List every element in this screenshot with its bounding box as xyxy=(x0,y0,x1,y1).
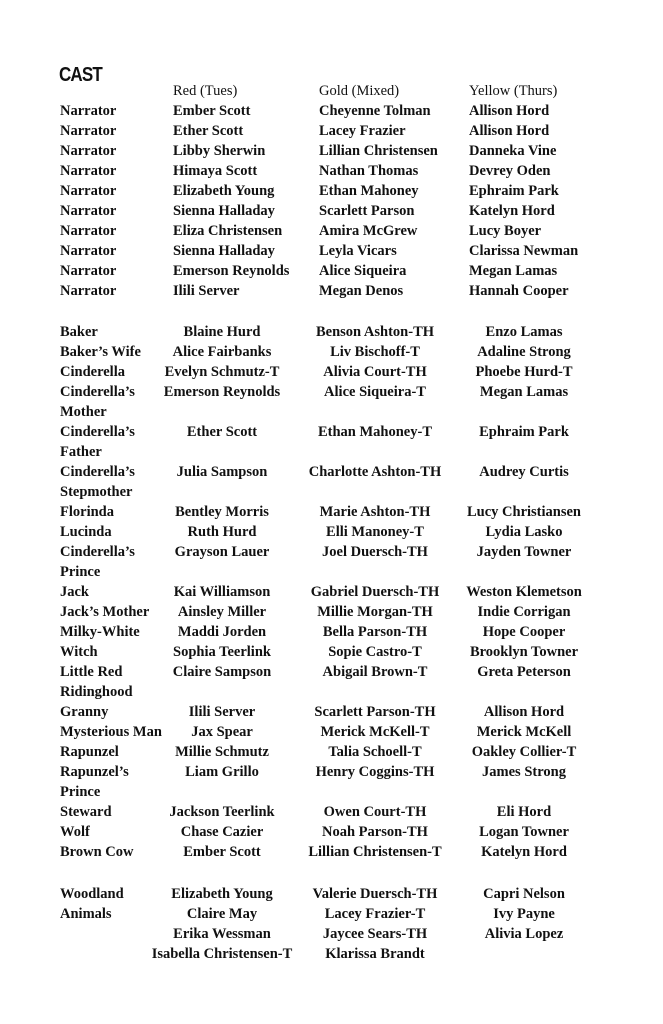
cast-row xyxy=(0,622,663,642)
yellow-cast: Indie Corrigan xyxy=(477,604,571,620)
role-name: Rapunzel xyxy=(60,744,119,760)
gold-cast: Benson Ashton-TH xyxy=(315,324,435,340)
role-name: Cinderella xyxy=(60,364,125,380)
cast-row xyxy=(0,281,663,301)
role-name: Narrator xyxy=(60,123,117,139)
role-name: Cinderella’s xyxy=(60,464,135,480)
cast-row xyxy=(0,522,663,542)
gold-cast: Alice Siqueira xyxy=(319,263,407,279)
yellow-cast: Clarissa Newman xyxy=(469,243,579,259)
cast-row xyxy=(0,342,663,362)
gold-cast: Lillian Christensen-T xyxy=(308,844,442,860)
red-cast: Ainsley Miller xyxy=(177,604,267,620)
red-cast: Libby Sherwin xyxy=(173,143,266,159)
role-name: Jack xyxy=(60,584,89,600)
gold-cast: Liv Bischoff-T xyxy=(330,344,420,360)
red-cast: Sophia Teerlink xyxy=(173,644,271,660)
role-name: Granny xyxy=(60,704,109,720)
yellow-cast: Lucy Christiansen xyxy=(466,504,582,520)
cast-row xyxy=(0,482,663,502)
role-name: Baker’s Wife xyxy=(60,344,141,360)
role-name: Animals xyxy=(60,906,112,922)
cast-row xyxy=(0,422,663,442)
gold-cast: Leyla Vicars xyxy=(319,243,397,259)
red-cast: Isabella Christensen-T xyxy=(151,946,293,962)
yellow-cast: Lydia Lasko xyxy=(485,524,563,540)
cast-row xyxy=(0,782,663,802)
gold-cast: Joel Duersch-TH xyxy=(322,544,428,560)
gold-cast: Henry Coggins-TH xyxy=(315,764,435,780)
red-cast: Ilili Server xyxy=(173,283,240,299)
yellow-cast: Ephraim Park xyxy=(479,424,569,440)
cast-row xyxy=(0,181,663,201)
gold-cast: Scarlett Parson-TH xyxy=(314,704,436,720)
gold-cast: Sopie Castro-T xyxy=(328,644,422,660)
gold-cast: Talia Schoell-T xyxy=(328,744,422,760)
role-name: Prince xyxy=(60,784,101,800)
yellow-cast: Capri Nelson xyxy=(483,886,565,902)
red-cast: Emerson Reynolds xyxy=(163,384,281,400)
yellow-cast: Hope Cooper xyxy=(482,624,566,640)
yellow-cast: Megan Lamas xyxy=(469,263,558,279)
header-red: Red (Tues) xyxy=(173,83,238,99)
gold-cast: Amira McGrew xyxy=(319,223,418,239)
role-name: Ridinghood xyxy=(60,684,133,700)
red-cast: Kai Williamson xyxy=(173,584,271,600)
cast-row xyxy=(0,362,663,382)
red-cast: Ether Scott xyxy=(173,123,244,139)
cast-title: CAST xyxy=(59,64,102,86)
yellow-cast: Allison Hord xyxy=(469,123,550,139)
cast-row xyxy=(0,462,663,482)
role-name: Jack’s Mother xyxy=(60,604,150,620)
role-name: Lucinda xyxy=(60,524,112,540)
cast-row xyxy=(0,662,663,682)
cast-row xyxy=(0,702,663,722)
role-name: Narrator xyxy=(60,283,117,299)
cast-row xyxy=(0,842,663,862)
yellow-cast: Ephraim Park xyxy=(469,183,559,199)
cast-row xyxy=(0,884,663,904)
red-cast: Chase Cazier xyxy=(180,824,264,840)
header-gold: Gold (Mixed) xyxy=(319,83,400,99)
red-cast: Grayson Lauer xyxy=(174,544,270,560)
red-cast: Evelyn Schmutz-T xyxy=(164,364,280,380)
role-name: Narrator xyxy=(60,263,117,279)
red-cast: Bentley Morris xyxy=(175,504,269,520)
yellow-cast: Greta Peterson xyxy=(477,664,571,680)
cast-row xyxy=(0,101,663,121)
cast-row xyxy=(0,802,663,822)
red-cast: Himaya Scott xyxy=(173,163,258,179)
role-name: Narrator xyxy=(60,203,117,219)
cast-row xyxy=(0,542,663,562)
gold-cast: Jaycee Sears-TH xyxy=(322,926,428,942)
cast-row xyxy=(0,562,663,582)
role-name: Narrator xyxy=(60,103,117,119)
red-cast: Millie Schmutz xyxy=(175,744,269,760)
cast-row xyxy=(0,822,663,842)
red-cast: Claire May xyxy=(186,906,258,922)
gold-cast: Ethan Mahoney-T xyxy=(317,424,433,440)
gold-cast: Noah Parson-TH xyxy=(322,824,428,840)
red-cast: Sienna Halladay xyxy=(173,243,275,259)
role-name: Cinderella’s xyxy=(60,384,135,400)
cast-row xyxy=(0,682,663,702)
cast-row xyxy=(0,742,663,762)
yellow-cast: Enzo Lamas xyxy=(485,324,563,340)
header-yellow: Yellow (Thurs) xyxy=(469,83,558,99)
role-name: Wolf xyxy=(60,824,90,840)
yellow-cast: Allison Hord xyxy=(469,103,550,119)
yellow-cast: James Strong xyxy=(482,764,566,780)
cast-row xyxy=(0,642,663,662)
yellow-cast: Megan Lamas xyxy=(479,384,569,400)
red-cast: Alice Fairbanks xyxy=(172,344,272,360)
gold-cast: Abigail Brown-T xyxy=(322,664,428,680)
cast-row xyxy=(0,904,663,924)
gold-cast: Elli Manoney-T xyxy=(326,524,424,540)
cast-row xyxy=(0,402,663,422)
cast-row xyxy=(0,722,663,742)
red-cast: Jax Spear xyxy=(191,724,253,740)
role-name: Milky-White xyxy=(60,624,140,640)
yellow-cast: Brooklyn Towner xyxy=(469,644,579,660)
role-name: Narrator xyxy=(60,163,117,179)
role-name: Mother xyxy=(60,404,107,420)
red-cast: Emerson Reynolds xyxy=(173,263,290,279)
cast-row xyxy=(0,141,663,161)
cast-row xyxy=(0,602,663,622)
red-cast: Ether Scott xyxy=(186,424,258,440)
gold-cast: Lillian Christensen xyxy=(319,143,438,159)
red-cast: Ilili Server xyxy=(188,704,256,720)
cast-row xyxy=(0,322,663,342)
cast-row xyxy=(0,762,663,782)
role-name: Rapunzel’s xyxy=(60,764,129,780)
cast-row xyxy=(0,502,663,522)
yellow-cast: Oakley Collier-T xyxy=(471,744,577,760)
role-name: Little Red xyxy=(60,664,123,680)
gold-cast: Megan Denos xyxy=(319,283,404,299)
red-cast: Sienna Halladay xyxy=(173,203,275,219)
cast-row xyxy=(0,221,663,241)
yellow-cast: Adaline Strong xyxy=(477,344,571,360)
cast-row xyxy=(0,442,663,462)
gold-cast: Gabriel Duersch-TH xyxy=(310,584,440,600)
cast-row xyxy=(0,121,663,141)
column-headers xyxy=(0,81,663,101)
gold-cast: Valerie Duersch-TH xyxy=(312,886,438,902)
red-cast: Liam Grillo xyxy=(185,764,259,780)
red-cast: Julia Sampson xyxy=(176,464,268,480)
red-cast: Erika Wessman xyxy=(173,926,271,942)
red-cast: Claire Sampson xyxy=(172,664,272,680)
yellow-cast: Logan Towner xyxy=(479,824,569,840)
cast-row xyxy=(0,924,663,944)
cast-row xyxy=(0,582,663,602)
gold-cast: Charlotte Ashton-TH xyxy=(308,464,442,480)
yellow-cast: Allison Hord xyxy=(483,704,565,720)
role-name: Steward xyxy=(60,804,112,820)
red-cast: Eliza Christensen xyxy=(173,223,283,239)
cast-row xyxy=(0,382,663,402)
role-name: Florinda xyxy=(60,504,114,520)
gold-cast: Alivia Court-TH xyxy=(323,364,427,380)
yellow-cast: Katelyn Hord xyxy=(481,844,567,860)
cast-row xyxy=(0,201,663,221)
role-name: Baker xyxy=(60,324,98,340)
yellow-cast: Ivy Payne xyxy=(493,906,555,922)
red-cast: Ember Scott xyxy=(173,103,251,119)
yellow-cast: Devrey Oden xyxy=(469,163,551,179)
cast-row xyxy=(0,261,663,281)
gold-cast: Bella Parson-TH xyxy=(322,624,428,640)
cast-row xyxy=(0,241,663,261)
gold-cast: Owen Court-TH xyxy=(323,804,427,820)
role-name: Cinderella’s xyxy=(60,424,135,440)
role-name: Narrator xyxy=(60,183,117,199)
role-name: Father xyxy=(60,444,102,460)
gold-cast: Ethan Mahoney xyxy=(319,183,419,199)
gold-cast: Lacey Frazier xyxy=(319,123,406,139)
gold-cast: Merick McKell-T xyxy=(320,724,430,740)
yellow-cast: Merick McKell xyxy=(476,724,572,740)
yellow-cast: Weston Klemetson xyxy=(466,584,582,600)
red-cast: Ruth Hurd xyxy=(187,524,257,540)
gold-cast: Alice Siqueira-T xyxy=(324,384,426,400)
role-name: Cinderella’s xyxy=(60,544,135,560)
yellow-cast: Audrey Curtis xyxy=(479,464,569,480)
role-name: Narrator xyxy=(60,223,117,239)
gold-cast: Millie Morgan-TH xyxy=(317,604,433,620)
role-name: Narrator xyxy=(60,143,117,159)
yellow-cast: Eli Hord xyxy=(496,804,552,820)
yellow-cast: Phoebe Hurd-T xyxy=(475,364,573,380)
gold-cast: Marie Ashton-TH xyxy=(319,504,431,520)
red-cast: Blaine Hurd xyxy=(183,324,261,340)
role-name: Witch xyxy=(60,644,98,660)
role-name: Brown Cow xyxy=(60,844,134,860)
role-name: Stepmother xyxy=(60,484,133,500)
role-name: Prince xyxy=(60,564,101,580)
gold-cast: Klarissa Brandt xyxy=(325,946,425,962)
red-cast: Maddi Jorden xyxy=(177,624,267,640)
red-cast: Elizabeth Young xyxy=(171,886,273,902)
gold-cast: Lacey Frazier-T xyxy=(324,906,426,922)
role-name: Mysterious Man xyxy=(60,724,162,740)
yellow-cast: Jayden Towner xyxy=(476,544,572,560)
red-cast: Jackson Teerlink xyxy=(169,804,275,820)
role-name: Woodland xyxy=(60,886,124,902)
gold-cast: Cheyenne Tolman xyxy=(319,103,431,119)
yellow-cast: Lucy Boyer xyxy=(469,223,542,239)
yellow-cast: Alivia Lopez xyxy=(484,926,564,942)
cast-row xyxy=(0,944,663,964)
cast-row xyxy=(0,161,663,181)
gold-cast: Nathan Thomas xyxy=(319,163,419,179)
red-cast: Ember Scott xyxy=(183,844,261,860)
yellow-cast: Hannah Cooper xyxy=(469,283,569,299)
gold-cast: Scarlett Parson xyxy=(319,203,415,219)
yellow-cast: Danneka Vine xyxy=(469,143,557,159)
yellow-cast: Katelyn Hord xyxy=(469,203,555,219)
red-cast: Elizabeth Young xyxy=(173,183,275,199)
role-name: Narrator xyxy=(60,243,117,259)
